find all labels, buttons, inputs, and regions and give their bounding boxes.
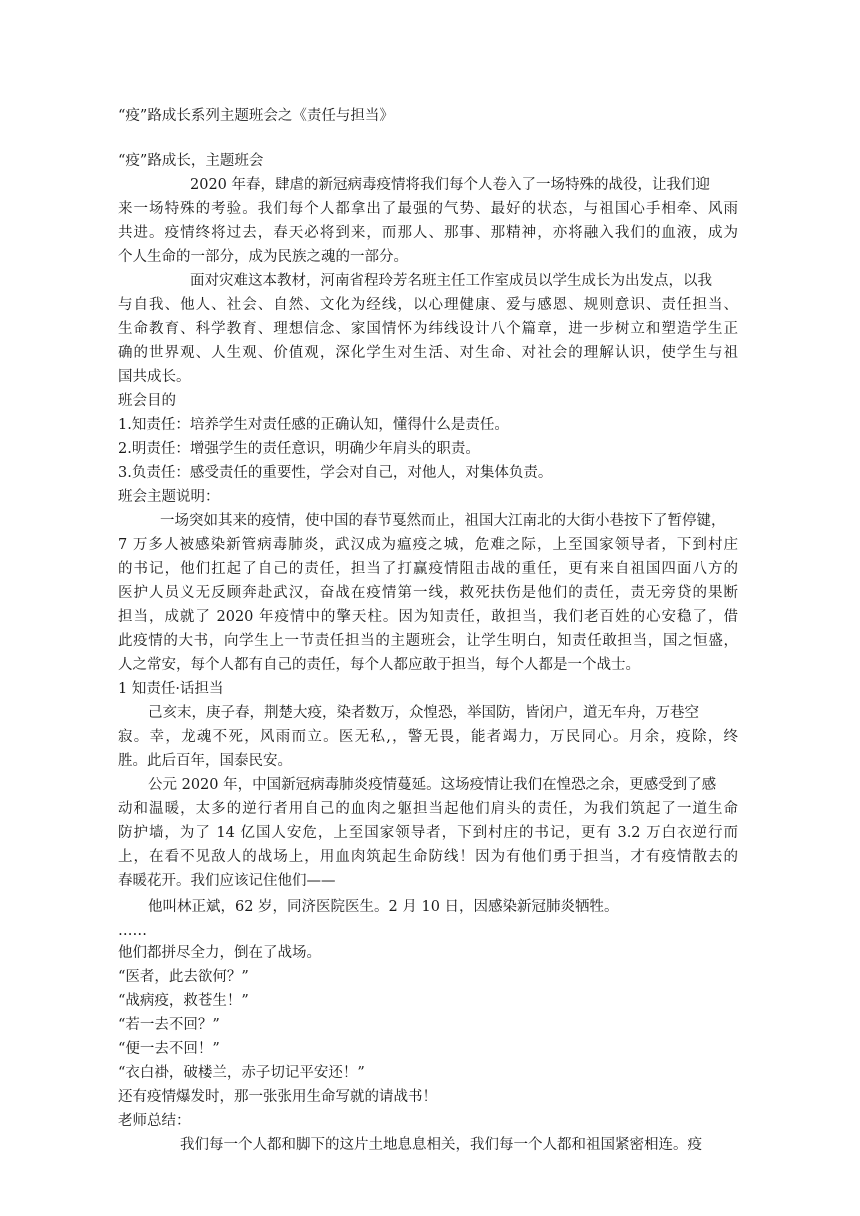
section1-p1-line: 胜。此后百年，国泰民安。: [118, 753, 292, 769]
dialog-line: “若一去不回？”: [118, 1017, 220, 1033]
dialog-line: “便一去不回！”: [118, 1041, 220, 1057]
ellipsis: ……: [118, 923, 147, 939]
section1-p2-line: 公元 2020 年，中国新冠病毒肺炎疫情蔓延。这场疫情让我们在惶恐之余，更感受到了感: [148, 777, 717, 793]
intro-p1-line: 个人生命的一部分，成为民族之魂的一部分。: [118, 249, 408, 265]
summary-p-line: 我们每一个人都和脚下的这片土地息息相关，我们每一个人都和祖国紧密相连。疫: [180, 1137, 702, 1153]
intro-p1-line: 2020 年春，肆虐的新冠病毒疫情将我们每个人卷入了一场特殊的战役，让我们迎: [190, 177, 711, 193]
section1-heading: 1 知责任·话担当: [118, 681, 224, 697]
dialog-line: “衣白褂，破楼兰，赤子切记平安还！”: [118, 1065, 365, 1081]
theme-p-line: 医护人员义无反顾奔赴武汉，奋战在疫情第一线，救死扶伤是他们的责任，责无旁贷的果断: [118, 585, 738, 601]
intro-p1-line: 来一场特殊的考验。我们每个人都拿出了最强的气势、最好的状态，与祖国心手相牵、风雨: [118, 201, 738, 217]
goal-heading: 班会目的: [118, 393, 176, 409]
intro-p2-line: 与自我、他人、社会、自然、文化为经线，以心理健康、爱与感恩、规则意识、责任担当、: [118, 297, 738, 313]
subtitle: “疫”路成长，主题班会: [118, 153, 264, 169]
intro-p1-line: 共进。疫情终将过去，春天必将到来，而那人、那事、那精神，亦将融入我们的血液，成为: [118, 225, 738, 241]
summary-heading: 老师总结：: [118, 1113, 191, 1129]
goal-item: 3.负责任：感受责任的重要性，学会对自己，对他人，对集体负责。: [118, 465, 553, 481]
section1-p1-line: 己亥末，庚子春，荆楚大疫，染者数万，众惶恐，举国防，皆闭户，道无车舟，万巷空: [148, 705, 699, 721]
theme-p-line: 的书记，他们扛起了自己的责任，担当了打赢疫情阻击战的重任，更有来自祖国四面八方的: [118, 561, 738, 577]
theme-p-line: 担当，成就了 2020 年疫情中的擎天柱。因为知责任，敢担当，我们老百姓的心安稳了，借: [118, 609, 738, 625]
intro-p2-line: 生命教育、科学教育、理想信念、家国情怀为纬线设计八个篇章，进一步树立和塑造学生正: [118, 321, 738, 337]
intro-p2-line: 确的世界观、人生观、价值观，深化学生对生活、对生命、对社会的理解认识，使学生与祖: [118, 345, 738, 361]
dialog-line: “战病疫，救苍生！”: [118, 993, 249, 1009]
intro-p2-line: 国共成长。: [118, 369, 191, 385]
lin-zhengbin-note: 他叫林正斌，62 岁，同济医院医生。2 月 10 日，因感染新冠肺炎牺牲。: [148, 899, 619, 915]
theme-p-line: 一场突如其来的疫情，使中国的春节戛然而止，祖国大江南北的大街小巷按下了暂停键，: [160, 513, 726, 529]
petition-line: 还有疫情爆发时，那一张张用生命写就的请战书！: [118, 1089, 437, 1105]
document-title: “疫”路成长系列主题班会之《责任与担当》: [118, 108, 394, 124]
section1-p2-line: 防护墙，为了 14 亿国人安危，上至国家领导者，下到村庄的书记，更有 3.2 万白衣逆行而: [118, 825, 738, 841]
theme-heading: 班会主题说明：: [118, 489, 220, 505]
goal-item: 1.知责任：培养学生对责任感的正确认知，懂得什么是责任。: [118, 417, 509, 433]
section1-p2-line: 上，在看不见敌人的战场上，用血肉筑起生命防线！因为有他们勇于担当，才有疫情散去的: [118, 849, 738, 865]
theme-p-line: 7 万多人被感染新管病毒肺炎，武汉成为瘟疫之城，危难之际，上至国家领导者，下到村庄: [118, 537, 738, 553]
goal-item: 2.明责任：增强学生的责任意识，明确少年肩头的职责。: [118, 441, 480, 457]
intro-p2-line: 面对灾难这本教材，河南省程玲芳名班主任工作室成员以学生成长为出发点，以我: [190, 273, 712, 289]
section1-p2-line: 动和温暖，太多的逆行者用自己的血肉之躯担当起他们肩头的责任，为我们筑起了一道生命: [118, 801, 738, 817]
theme-p-line: 此疫情的大书，向学生上一节责任担当的主题班会，让学生明白，知责任敢担当，国之恒盛，: [118, 633, 738, 649]
theme-p-line: 人之常安，每个人都有自己的责任，每个人都应敢于担当，每个人都是一个战士。: [118, 657, 640, 673]
fought-line: 他们都拼尽全力，倒在了战场。: [118, 945, 321, 961]
dialog-line: “医者，此去欲何？”: [118, 969, 249, 985]
section1-p1-line: 寂。幸，龙魂不死，风雨而立。医无私,，警无畏，能者竭力，万民同心。月余，疫除，终: [118, 729, 738, 745]
section1-p2-line: 春暖花开。我们应该记住他们——: [118, 873, 336, 889]
